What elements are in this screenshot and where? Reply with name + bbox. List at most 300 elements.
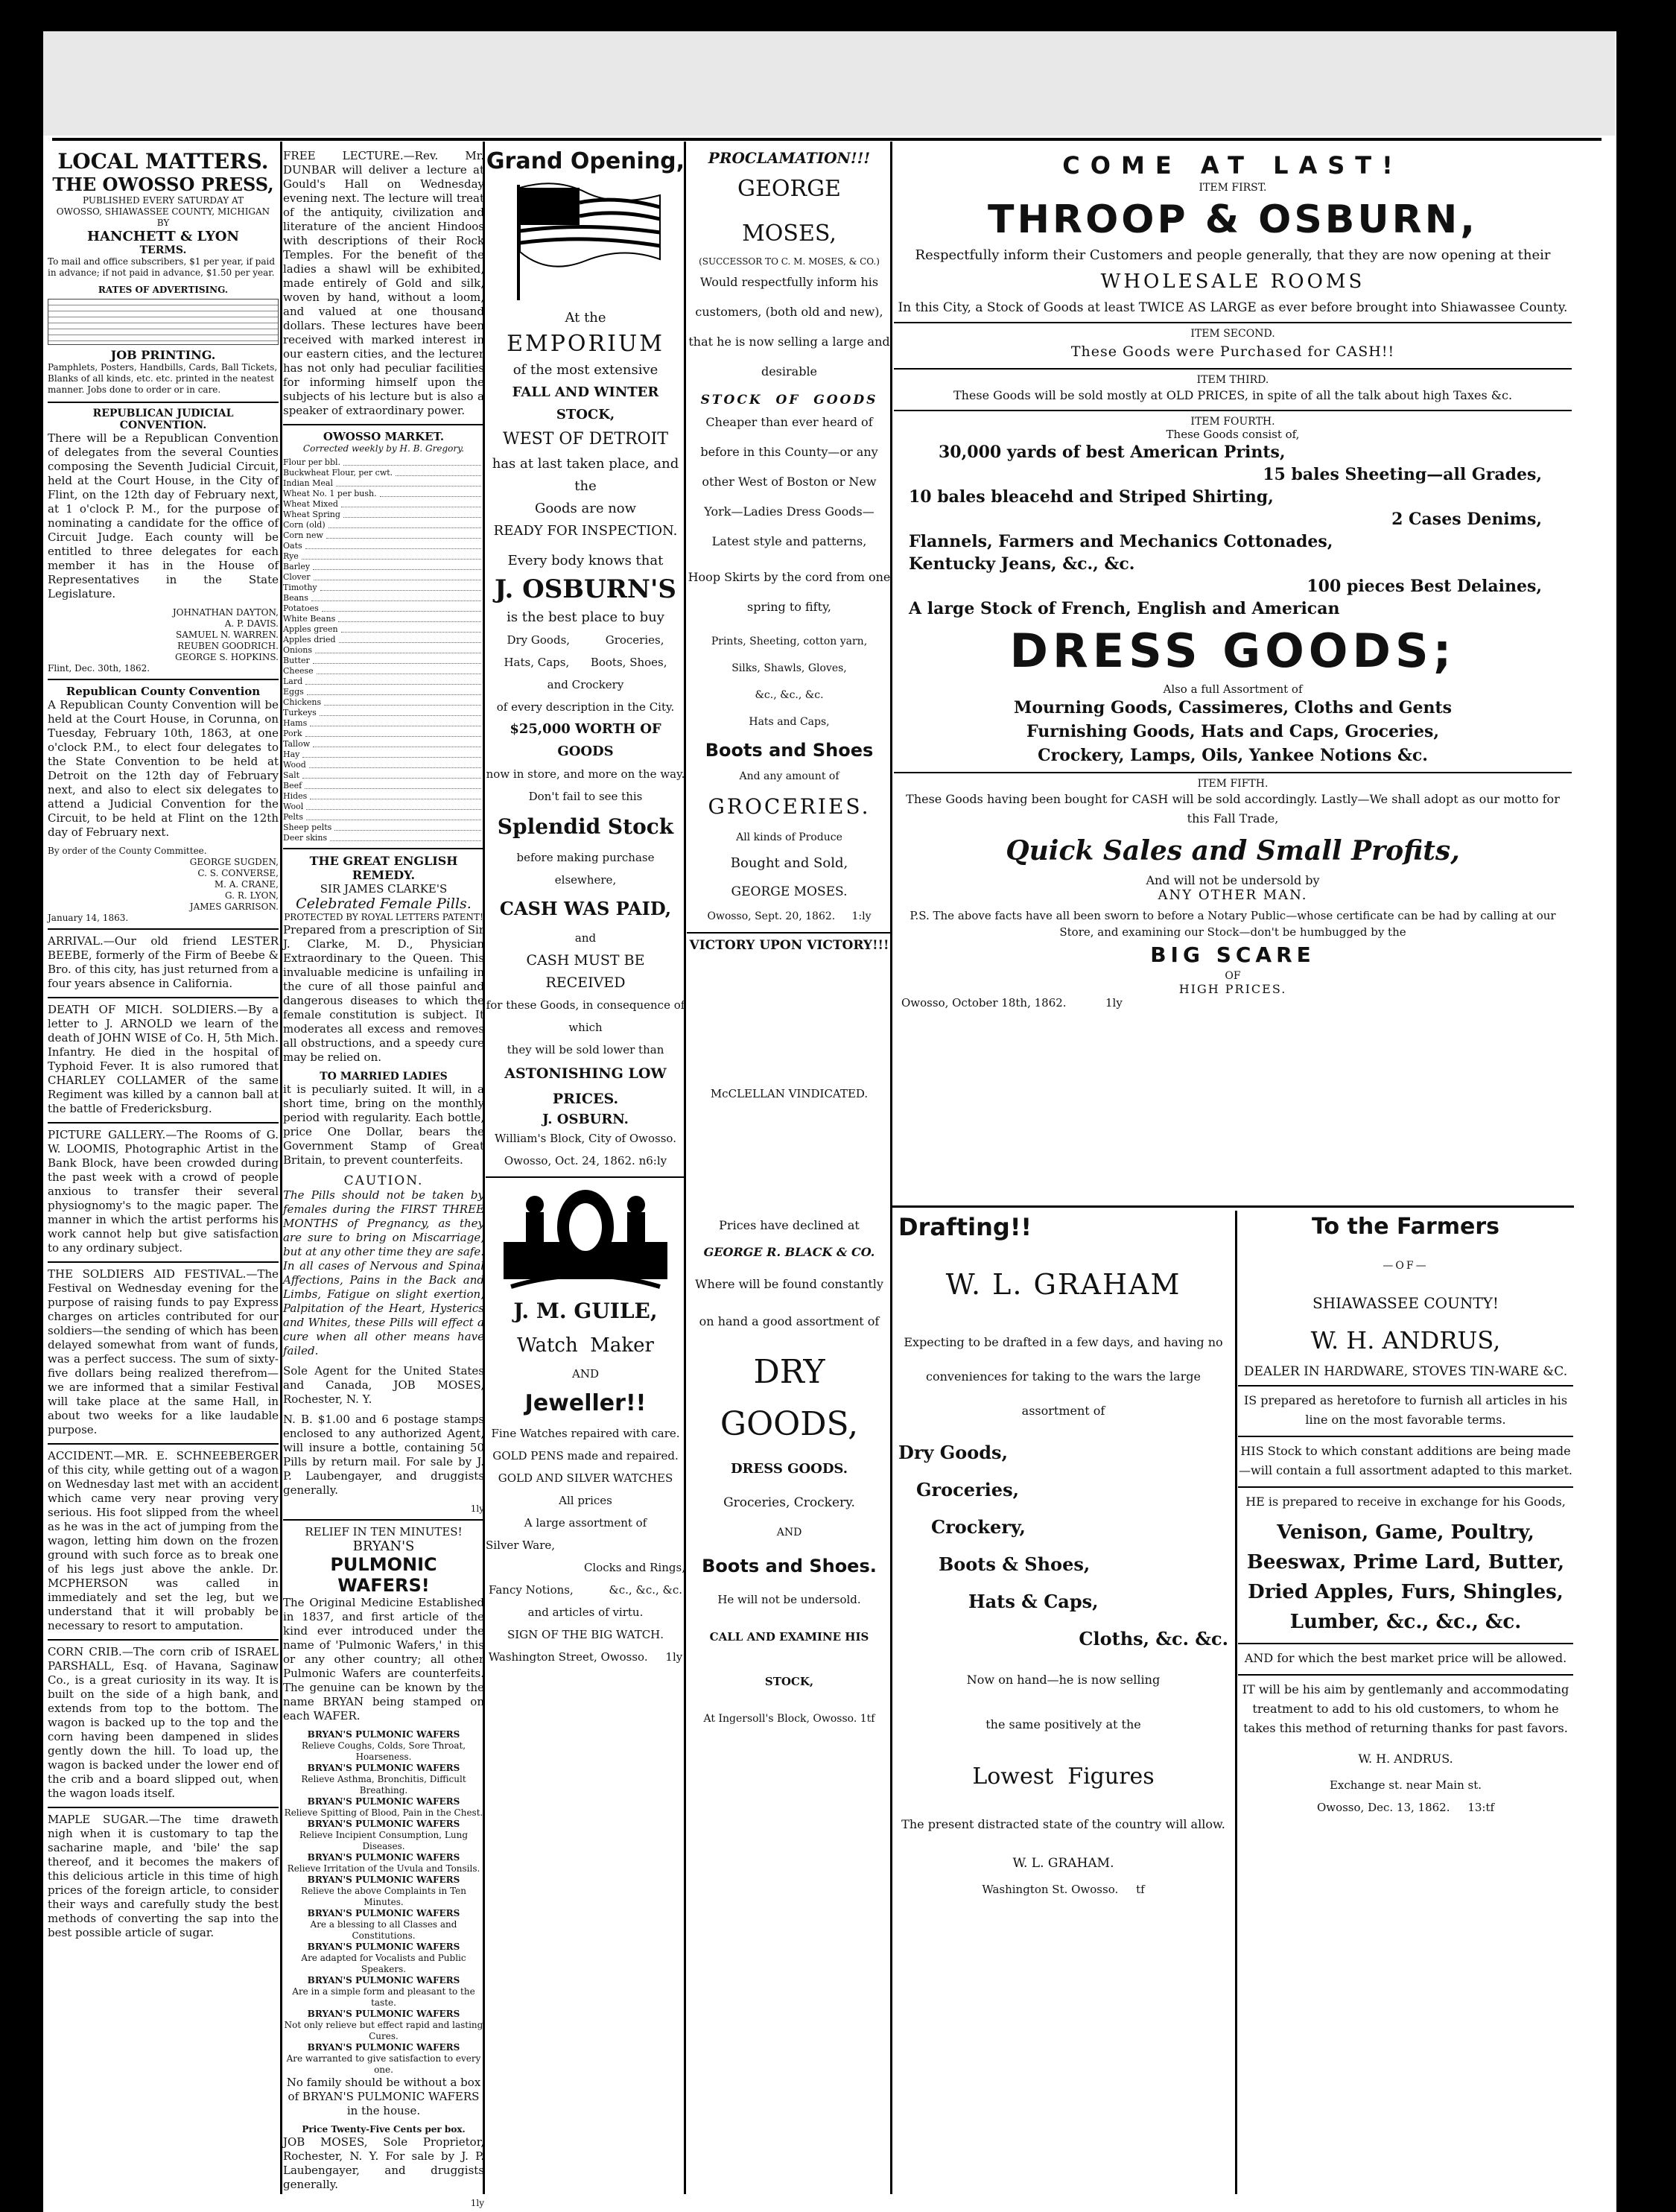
- now-line: Now on hand—he is now selling: [966, 1673, 1161, 1687]
- prepared-text: IS prepared as heretofore to furnish all articles in his line on the most favorable terms.: [1243, 1393, 1568, 1427]
- rjc-heading: REPUBLICAN JUDICIAL CONVENTION.: [92, 408, 234, 431]
- and-label: AND: [572, 1367, 599, 1381]
- goods-line: 2 Cases Denims,: [1391, 510, 1542, 529]
- market-row: [283, 791, 484, 802]
- firm-name: THROOP & OSBURN,: [988, 197, 1478, 242]
- market-leader: [307, 687, 481, 695]
- market-leader: [330, 833, 481, 841]
- rcc-signer: G. R. LYON,: [225, 890, 279, 901]
- inform-line: Respectfully inform their Customers and people generally, that they are now opening at their: [915, 247, 1551, 263]
- market-item-label: Corn new: [283, 530, 323, 540]
- watch-maker: Watch Maker: [517, 1334, 654, 1357]
- stock-line: In this City, a Stock of Goods at least TWICE AS LARGE as ever before brought into Shiawassee County.: [898, 300, 1568, 315]
- stock-line: FALL AND WINTER STOCK,: [512, 384, 659, 422]
- item-fourth: ITEM FOURTH.: [1190, 416, 1275, 428]
- divider: [894, 368, 1572, 370]
- market-leader: [305, 781, 481, 789]
- gold-silver: GOLD AND SILVER WATCHES: [498, 1471, 673, 1485]
- article-maple-sugar: MAPLE SUGAR.—The time draweth nigh when it is customary to tap the sacharine maple, and 'bile' the sap thereof, and it becomes the makers of this delicious article in this time of high prices of the foreign article, to consider their ways and carefully study the best methods of converting the sap into the best possible article of sugar.: [48, 1813, 279, 1939]
- market-row: [283, 697, 484, 708]
- market-leader: [328, 520, 481, 528]
- goods-items: of every description in the City.: [496, 700, 675, 714]
- market-row: [283, 624, 484, 635]
- goods-line: 15 bales Sheeting—all Grades,: [1263, 465, 1542, 484]
- article-accident: ACCIDENT.—MR. E. SCHNEEBERGER of this city, while getting out of a wagon on Wednesday last met with an accident which came very near proving very serious. His foot slipped from the wheel as he was in the act of jumping from the wagon, letting him down on the frozen ground with such force as to break one of his legs just above the ankle. Dr. MCPHERSON was called in immediately and set the leg, but we understand that it will probably be necessary to resort to amputation.: [48, 1449, 279, 1632]
- market-price-text: AND for which the best market price will be allowed.: [1244, 1651, 1567, 1665]
- cheaper-text: Cheaper than ever heard of before in this County—or any other West of Boston or New York—Ladies Dress Goods—Latest style and patterns,: [700, 415, 878, 548]
- prices-line: Prices have declined at: [719, 1218, 860, 1232]
- remedy-title: Celebrated Female Pills.: [296, 896, 472, 912]
- article-free-lecture: FREE LECTURE.—Rev. Mr. DUNBAR will deliver a lecture at Gould's Hall on Wednesday evening next. The lecture will treat of the antiquity, civilization and literature of the ancient Hindoos with descriptions of their Rock Temples. For the benefit of the ladies a shawl will be exhibited, made entirely of Gold and silk, woven by hand, without a loom, and valued at one thousand dollars. These lectures have been received with marked interest in our eastern cities, and the lecturer has not only had peculiar facilities for informing himself upon the subjects of his lecture but is also a speaker of extraordinary power.: [283, 149, 484, 417]
- market-item-label: Rye: [283, 551, 299, 561]
- gold-pens: GOLD PENS made and repaired.: [492, 1449, 679, 1462]
- sold-lower: they will be sold lower than: [507, 1043, 664, 1056]
- market-row: [283, 729, 484, 739]
- wafer-use: Relieve Incipient Consumption, Lung Diseases.: [299, 1830, 469, 1851]
- masthead: THE OWOSSO PRESS,: [52, 174, 274, 195]
- market-row: [283, 666, 484, 676]
- wafer-use: Relieve Coughs, Colds, Sore Throat, Hoarseness.: [301, 1740, 466, 1762]
- everybody: Every body knows that: [507, 553, 664, 568]
- any-line: And any amount of: [739, 770, 839, 782]
- pub-by: BY: [156, 218, 170, 228]
- mourning-line: Furnishing Goods, Hats and Caps, Groceries,: [1026, 722, 1439, 741]
- market-leader: [322, 603, 481, 612]
- astonishing: ASTONISHING LOW PRICES.: [504, 1065, 667, 1107]
- same-line: the same positively at the: [985, 1717, 1141, 1731]
- market-item-label: Onions: [283, 645, 312, 655]
- splendid-stock: Splendid Stock: [497, 814, 674, 839]
- goods-item: Groceries,: [916, 1479, 1019, 1500]
- section-heading: LOCAL MATTERS.: [57, 149, 269, 174]
- andrus-name: W. H. ANDRUS,: [1310, 1326, 1501, 1354]
- market-item-label: Lard: [283, 676, 303, 686]
- market-item-label: Hay: [283, 750, 300, 759]
- wafer-use: Relieve Spitting of Blood, Pain in the Chest.: [284, 1807, 483, 1818]
- rcc-signer: C. S. CONVERSE,: [197, 868, 279, 878]
- worth-line: $25,000 WORTH OF GOODS: [510, 721, 661, 759]
- rcc-signer: M. A. CRANE,: [214, 879, 279, 890]
- goods-item: Crockery,: [931, 1516, 1026, 1538]
- market-item-label: Wheat No. 1 per bush.: [283, 489, 377, 498]
- bought-sold: Bought and Sold,: [730, 855, 848, 871]
- market-leader: [314, 572, 481, 580]
- scan-top-band: [43, 31, 1615, 136]
- wafer-label: BRYAN'S PULMONIC WAFERS: [307, 1796, 460, 1807]
- section-rule: [892, 1205, 1574, 1208]
- boots-shoes: Boots and Shoes: [705, 740, 874, 761]
- rjc-signer: SAMUEL N. WARREN.: [176, 630, 279, 640]
- groceries: GROCERIES.: [708, 794, 871, 819]
- market-leader: [341, 499, 481, 507]
- market-leader: [305, 676, 481, 685]
- market-leader: [334, 823, 481, 831]
- market-item-label: Wheat Spring: [283, 510, 340, 519]
- top-rule: [52, 138, 1602, 141]
- divider: [1238, 1436, 1573, 1437]
- produce-line: All kinds of Produce: [736, 831, 842, 843]
- prints-line: Prints, Sheeting, cotton yarn,: [711, 636, 868, 647]
- pub-line: PUBLISHED EVERY SATURDAY AT: [83, 195, 244, 206]
- successor-line: (SUCCESSOR TO C. M. MOSES, & CO.): [699, 256, 880, 267]
- rjc-text: There will be a Republican Convention of delegates from the several Counties composing the Seventh Judicial Circuit, held at the Court House, in the City of Flint, on the 12th day of February next, at 1 o'clock P. M., for the purpose of nominating a candidate for the office of Circuit Judge. Each county will be entitled to three delegates for each member it has in the House of Representatives in the State Legislature.: [48, 431, 279, 600]
- best-place: is the best place to buy: [507, 609, 664, 625]
- wafer-use: Are a blessing to all Classes and Constitutions.: [310, 1919, 457, 1941]
- boots-shoes-2: Boots and Shoes.: [702, 1556, 877, 1576]
- caution-heading: CAUTION.: [343, 1173, 424, 1188]
- silver-ware: Silver Ware,: [486, 1538, 556, 1552]
- wholesale-rooms: WHOLESALE ROOMS: [1100, 270, 1365, 293]
- county-line: SHIAWASSEE COUNTY!: [1312, 1294, 1499, 1312]
- wafer-label: BRYAN'S PULMONIC WAFERS: [307, 1729, 460, 1740]
- market-leader: [309, 760, 481, 768]
- rates-heading: RATES OF ADVERTISING.: [98, 285, 229, 295]
- goods-line: 100 pieces Best Delaines,: [1307, 577, 1542, 596]
- divider: [283, 424, 484, 425]
- agent-code: 1ly: [470, 1503, 484, 1514]
- osburn-name: J. OSBURN'S: [495, 574, 676, 604]
- osburn-sign: J. OSBURN.: [542, 1112, 629, 1127]
- mcclellan-line: McCLELLAN VINDICATED.: [710, 1087, 869, 1100]
- goods-item: Cloths, &c. &c.: [1079, 1628, 1228, 1650]
- goods-items: and Crockery: [547, 678, 624, 691]
- market-item-label: White Beans: [283, 614, 336, 624]
- market-leader: [380, 489, 481, 497]
- goods-items: Dry Goods, Groceries,: [507, 633, 664, 647]
- flag-icon: [504, 177, 667, 304]
- etc-line: &c., &c., &c.: [755, 689, 824, 701]
- of-line: OF: [1225, 970, 1241, 982]
- rjc-signer: JOHNATHAN DAYTON,: [172, 607, 279, 618]
- expecting-text: Expecting to be drafted in a few days, and having no conveniences for taking to the wars the large assortment of: [904, 1335, 1223, 1418]
- sign-big-watch: SIGN OF THE BIG WATCH.: [507, 1628, 664, 1641]
- market-item-label: Wheat Mixed: [283, 499, 338, 509]
- street-line: Washington St. Owosso. tf: [982, 1883, 1145, 1896]
- column-rule: [1235, 1211, 1237, 2194]
- wafer-list: [283, 1729, 484, 2076]
- market-row: [283, 739, 484, 750]
- market-row: [283, 520, 484, 530]
- instore-line: now in store, and more on the way.: [486, 767, 685, 781]
- column-andrus: [1238, 1211, 1573, 2179]
- rjc-signer: A. P. DAVIS.: [224, 618, 279, 629]
- market-leader: [320, 708, 481, 716]
- terms-heading: TERMS.: [139, 244, 187, 256]
- divider: [48, 1261, 279, 1263]
- market-leader: [313, 739, 481, 747]
- market-subheading: Corrected weekly by H. B. Gregory.: [302, 443, 465, 454]
- pulmonic-heading: PULMONIC WAFERS!: [330, 1554, 437, 1596]
- market-row: [283, 562, 484, 572]
- market-item-label: Wool: [283, 802, 304, 811]
- pub-place: OWOSSO, SHIAWASSEE COUNTY, MICHIGAN: [56, 206, 270, 217]
- market-row: [283, 833, 484, 843]
- market-row: [283, 583, 484, 593]
- column-rule: [280, 142, 282, 2194]
- divider: [486, 1176, 685, 1178]
- lowest-figures: Lowest Figures: [972, 1763, 1155, 1790]
- goods-items: Hats, Caps, Boots, Shoes,: [504, 656, 667, 669]
- market-row: [283, 593, 484, 603]
- consist-line: These Goods consist of,: [1166, 428, 1300, 441]
- market-row: [283, 603, 484, 614]
- job-printing-heading: JOB PRINTING.: [110, 348, 216, 362]
- market-leader: [324, 697, 481, 706]
- market-item-label: Timothy: [283, 583, 317, 592]
- moses-sign: GEORGE MOSES.: [731, 884, 848, 899]
- market-row: [283, 551, 484, 562]
- market-row: [283, 823, 484, 833]
- market-row: [283, 489, 484, 499]
- market-row: [283, 750, 484, 760]
- market-item-label: Pelts: [283, 812, 304, 822]
- relief-heading: RELIEF IN TEN MINUTES!: [305, 1525, 463, 1538]
- ps-text: P.S. The above facts have all been sworn to before a Notary Public—whose certificate can be had by calling at our Store, and examining our Stock—don't be humbugged by the: [910, 909, 1556, 939]
- rcc-signer: GEORGE SUGDEN,: [189, 857, 279, 867]
- goods-now: Goods are now: [534, 501, 637, 516]
- exchange-text: HE is prepared to receive in exchange for his Goods,: [1245, 1495, 1566, 1509]
- market-leader: [313, 656, 481, 664]
- market-item-label: Cheese: [283, 666, 314, 676]
- silks-line: Silks, Shawls, Gloves,: [731, 662, 847, 674]
- assortment: A large assortment of: [524, 1516, 647, 1530]
- column-notices: [283, 149, 484, 2208]
- bryans-heading: BRYAN'S: [352, 1538, 415, 1554]
- section-heading: Grand Opening,: [486, 148, 685, 174]
- wafer-use: Are in a simple form and pleasant to the taste.: [292, 1986, 475, 2008]
- market-row: [283, 802, 484, 812]
- market-row: [283, 541, 484, 551]
- market-row: [283, 687, 484, 697]
- remedy-text: Prepared from a prescription of Sir J. Clarke, M. D., Physician Extraordinary to the Queen. This invaluable medicine is unfailing in the cure of all those painful and dangerous diseases to which the female constitution is subject. It moderates all excess and removes all obstructions, and a speedy cure may be relied on.: [283, 923, 484, 1064]
- market-item-label: Eggs: [283, 687, 304, 697]
- market-leader: [302, 770, 481, 779]
- old-prices: These Goods will be sold mostly at OLD PRICES, in spite of all the talk about high Taxes &c.: [953, 388, 1513, 402]
- cash-must-be-received: CASH MUST BE RECEIVED: [526, 952, 645, 991]
- divider: [283, 1519, 484, 1521]
- publishers: HANCHETT & LYON: [87, 229, 239, 244]
- rcc-date: January 14, 1863.: [48, 913, 129, 923]
- undersold-line: And will not be undersold by: [1146, 873, 1320, 887]
- block-line: At Ingersoll's Block, Owosso. 1tf: [703, 1713, 875, 1725]
- section-heading: COME AT LAST!: [1062, 151, 1403, 180]
- divider: [1238, 1486, 1573, 1488]
- article-arrival: ARRIVAL.—Our old friend LESTER BEEBE, formerly of the Firm of Beebe & Bro. of this city, has just returned from a four years absence in California.: [48, 934, 279, 990]
- market-item-label: Wood: [283, 760, 306, 770]
- wafer-label: BRYAN'S PULMONIC WAFERS: [307, 1975, 460, 1986]
- goods-line: 10 bales bleacehd and Striped Shirting,: [909, 487, 1274, 507]
- stock-text: HIS Stock to which constant additions are being made—will contain a full assortment adapted to this market.: [1239, 1444, 1572, 1477]
- market-leader: [305, 729, 481, 737]
- undersold: He will not be undersold.: [717, 1593, 861, 1606]
- where-text: Where will be found constantly on hand a good assortment of: [695, 1277, 883, 1328]
- market-leader: [311, 593, 481, 601]
- cash-line: These Goods were Purchased for CASH!!: [1070, 343, 1395, 360]
- mourning-line: Crockery, Lamps, Oils, Yankee Notions &c.: [1038, 746, 1428, 765]
- market-row: [283, 656, 484, 666]
- market-row: [283, 718, 484, 729]
- divider: [1238, 1643, 1573, 1644]
- wafer-label: BRYAN'S PULMONIC WAFERS: [307, 1908, 460, 1918]
- market-leader: [306, 812, 481, 820]
- stock-heading: STOCK OF GOODS: [700, 393, 878, 408]
- market-leader: [339, 635, 481, 643]
- goods-line: Kentucky Jeans, &c., &c.: [909, 554, 1135, 574]
- wafer-use: Are adapted for Vocalists and Public Speakers.: [301, 1953, 466, 1974]
- any-man: ANY OTHER MAN.: [1158, 887, 1308, 903]
- market-row: [283, 676, 484, 687]
- article-death: DEATH OF MICH. SOLDIERS.—By a letter to J. ARNOLD we learn of the death of JOHN WISE of Co. H, 5th Mich. Infantry. He died in the hospital of Typhoid Fever. It is also rumored that CHARLEY COLLAMER of the same Regiment was killed by a cannon ball at the battle of Fredericksburg.: [48, 1003, 279, 1115]
- divider: [894, 322, 1572, 323]
- wafer-label: BRYAN'S PULMONIC WAFERS: [307, 1875, 460, 1885]
- goods-line: A large Stock of French, English and American: [909, 599, 1340, 618]
- divider: [1238, 1385, 1573, 1387]
- rjc-signer: REUBEN GOODRICH.: [177, 641, 279, 651]
- dont-fail: Don't fail to see this: [528, 790, 643, 803]
- market-item-label: Apples dried: [283, 635, 336, 644]
- article-corn-crib: CORN CRIB.—The corn crib of ISRAEL PARSHALL, Esq. of Havana, Saginaw Co., is a great curiosity in its way. It is built on the side of a high bank, and extends from top to the bottom. The wagon is backed up to the top and the corn having been dampened in slides gently down the hill. To load up, the wagon is backed under the lower end of the crib and a board slipped out, when the wagon loads itself.: [48, 1645, 279, 1800]
- divider: [48, 997, 279, 998]
- moses-name: GEORGE MOSES,: [737, 176, 841, 247]
- market-item-label: Flour per bbl.: [283, 457, 341, 467]
- market-row: [283, 499, 484, 510]
- market-item-label: Oats: [283, 541, 302, 551]
- market-row: [283, 530, 484, 541]
- market-item-label: Clover: [283, 572, 311, 582]
- agent-note: N. B. $1.00 and 6 postage stamps enclosed to any authorized Agent, will insure a bottle, containing 50 Pills by return mail. For sale by J. P. Laubengayer, and druggists generally.: [283, 1413, 484, 1497]
- mourning-line: Mourning Goods, Cassimeres, Cloths and Gents: [1013, 698, 1453, 717]
- item-first: ITEM FIRST.: [1199, 182, 1267, 194]
- agent-text: Sole Agent for the United States and Canada, JOB MOSES, Rochester, N. Y.: [283, 1364, 484, 1406]
- market-row: [283, 770, 484, 781]
- market-item-label: Indian Meal: [283, 478, 333, 488]
- scan-edge-right: [1616, 0, 1676, 2212]
- goods-line: Flannels, Farmers and Mechanics Cottonades,: [909, 532, 1333, 551]
- wafer-family: No family should be without a box of BRYAN'S PULMONIC WAFERS in the house.: [286, 2076, 481, 2117]
- divider: [48, 1639, 279, 1641]
- hats-line: Hats and Caps,: [749, 716, 830, 728]
- column-graham: [894, 1211, 1233, 2179]
- market-item-label: Apples green: [283, 624, 338, 634]
- article-festival: THE SOLDIERS AID FESTIVAL.—The Festival on Wednesday evening for the purpose of raising funds to pay Express charges on articles contributed for our soldiers—the sending of which has been delayed somewhat from want of funds, was a perfect success. The sum of sixty-five dollars being realized therefrom—we are informed that a similar Festival will take place at the same Hall, in about two weeks for a like laudable purpose.: [48, 1267, 279, 1436]
- black-name: GEORGE R. BLACK & CO.: [703, 1245, 875, 1259]
- market-item-label: Beef: [283, 781, 302, 790]
- market-row: [283, 457, 484, 468]
- market-leader: [302, 551, 481, 560]
- market-leader: [315, 645, 481, 653]
- fine-line: Fine Watches repaired with care.: [491, 1427, 680, 1440]
- victory-heading: VICTORY UPON VICTORY!!!: [689, 938, 889, 953]
- divider: [1238, 1674, 1573, 1676]
- of-line: —OF—: [1383, 1260, 1429, 1272]
- market-row: [283, 645, 484, 656]
- market-leader: [341, 624, 481, 633]
- market-item-label: Deer skins: [283, 833, 328, 843]
- goods-item: Hats & Caps,: [968, 1591, 1099, 1612]
- rjc-date: Flint, Dec. 30th, 1862.: [48, 663, 150, 674]
- job-printing-text: Pamphlets, Posters, Handbills, Cards, Ball Tickets, Blanks of all kinds, etc. etc. printed in the neatest manner. Jobs done to order or in care.: [48, 362, 278, 395]
- rcc-heading: Republican County Convention: [66, 685, 261, 698]
- aim-text: IT will be his aim by gentlemanly and accommodating treatment to add to his old customers, to whom he takes this method of returning thanks for past favors.: [1242, 1682, 1569, 1735]
- date-line: Owosso, Dec. 13, 1862. 13:tf: [1316, 1801, 1495, 1814]
- market-row: [283, 510, 484, 520]
- market-item-label: Salt: [283, 770, 300, 780]
- graham-name: W. L. GRAHAM: [945, 1268, 1181, 1301]
- present-text: The present distracted state of the country will allow.: [901, 1817, 1225, 1831]
- west-of-detroit: WEST OF DETROIT: [502, 430, 669, 449]
- terms-text: To mail and office subscribers, $1 per year, if paid in advance; if not paid in advance, $1.50 per year.: [48, 256, 276, 278]
- divider: [48, 1122, 279, 1124]
- for-these: for these Goods, in consequence of which: [486, 998, 685, 1034]
- wafer-use: Relieve Irritation of the Uvula and Tonsils.: [287, 1863, 480, 1874]
- graham-sign: W. L. GRAHAM.: [1012, 1856, 1114, 1871]
- market-row: [283, 478, 484, 489]
- scan-edge-top: [0, 0, 1676, 31]
- hoop-text: Hoop Skirts by the cord from one spring to fifty,: [688, 570, 891, 614]
- rcc-signer: JAMES GARRISON.: [189, 901, 279, 912]
- rcc-order: By order of the County Committee.: [48, 846, 207, 856]
- market-leader: [302, 750, 481, 758]
- extensive: of the most extensive: [512, 362, 658, 378]
- married-text: it is peculiarly suited. It will, in a short time, bring on the monthly period with regularity. Each bottle, price One Dollar, bears the Government Stamp of Great Britain, to prevent counterfeits.: [283, 1083, 484, 1167]
- market-leader: [338, 614, 481, 622]
- market-row: [283, 614, 484, 624]
- market-row: [283, 812, 484, 823]
- market-row: [283, 468, 484, 478]
- market-row: [283, 572, 484, 583]
- market-leader: [396, 468, 481, 476]
- scan-edge-left: [0, 0, 43, 2212]
- dress-goods: DRESS GOODS.: [730, 1461, 848, 1477]
- wafer-use: Are warranted to give satisfaction to every one.: [286, 2053, 481, 2075]
- dealer-line: DEALER IN HARDWARE, STOVES TIN-WARE &C.: [1243, 1364, 1568, 1379]
- market-row: [283, 708, 484, 718]
- goods-line: 30,000 yards of best American Prints,: [939, 443, 1286, 462]
- remedy-name: SIR JAMES CLARKE'S: [320, 882, 448, 896]
- jeweller: Jeweller!!: [524, 1390, 647, 1416]
- market-item-label: Hams: [283, 718, 308, 728]
- column-moses: [687, 149, 892, 2190]
- market-row: [283, 781, 484, 791]
- market-leader: [336, 478, 481, 487]
- item-fifth: ITEM FIFTH.: [1197, 778, 1269, 790]
- divider: [687, 932, 892, 934]
- guile-name: J. M. GUILE,: [513, 1299, 658, 1323]
- divider: [48, 1807, 279, 1808]
- market-item-label: Chickens: [283, 697, 322, 707]
- wafer-label: BRYAN'S PULMONIC WAFERS: [307, 1819, 460, 1829]
- market-leader: [343, 457, 481, 466]
- market-leader: [305, 541, 481, 549]
- pulmonic-text: The Original Medicine Established in 1837, and first article of the kind ever introduced under the name of 'Pulmonic Wafers,' in this or any other country; all other Pulmonic Wafers are counterfeits. The genuine can be known by the name BRYAN being stamped on each WAFER.: [283, 1596, 484, 1723]
- andrus-sign: W. H. ANDRUS.: [1358, 1752, 1453, 1766]
- high-prices: HIGH PRICES.: [1178, 982, 1287, 996]
- market-leader: [306, 802, 481, 810]
- address: William's Block, City of Owosso.: [495, 1132, 676, 1145]
- cash-was-paid: CASH WAS PAID,: [499, 898, 672, 919]
- before-line: before making purchase elsewhere,: [516, 851, 655, 887]
- and-line: and: [574, 931, 597, 945]
- wafer-label: BRYAN'S PULMONIC WAFERS: [307, 1763, 460, 1773]
- market-item-label: Pork: [283, 729, 302, 738]
- at-the: At the: [565, 310, 606, 326]
- market-item-label: Turkeys: [283, 708, 317, 717]
- market-item-label: Potatoes: [283, 603, 319, 613]
- also-line: Also a full Assortment of: [1163, 682, 1303, 696]
- motto: Quick Sales and Small Profits,: [1006, 835, 1460, 866]
- divider: [894, 772, 1572, 773]
- divider: [283, 848, 484, 849]
